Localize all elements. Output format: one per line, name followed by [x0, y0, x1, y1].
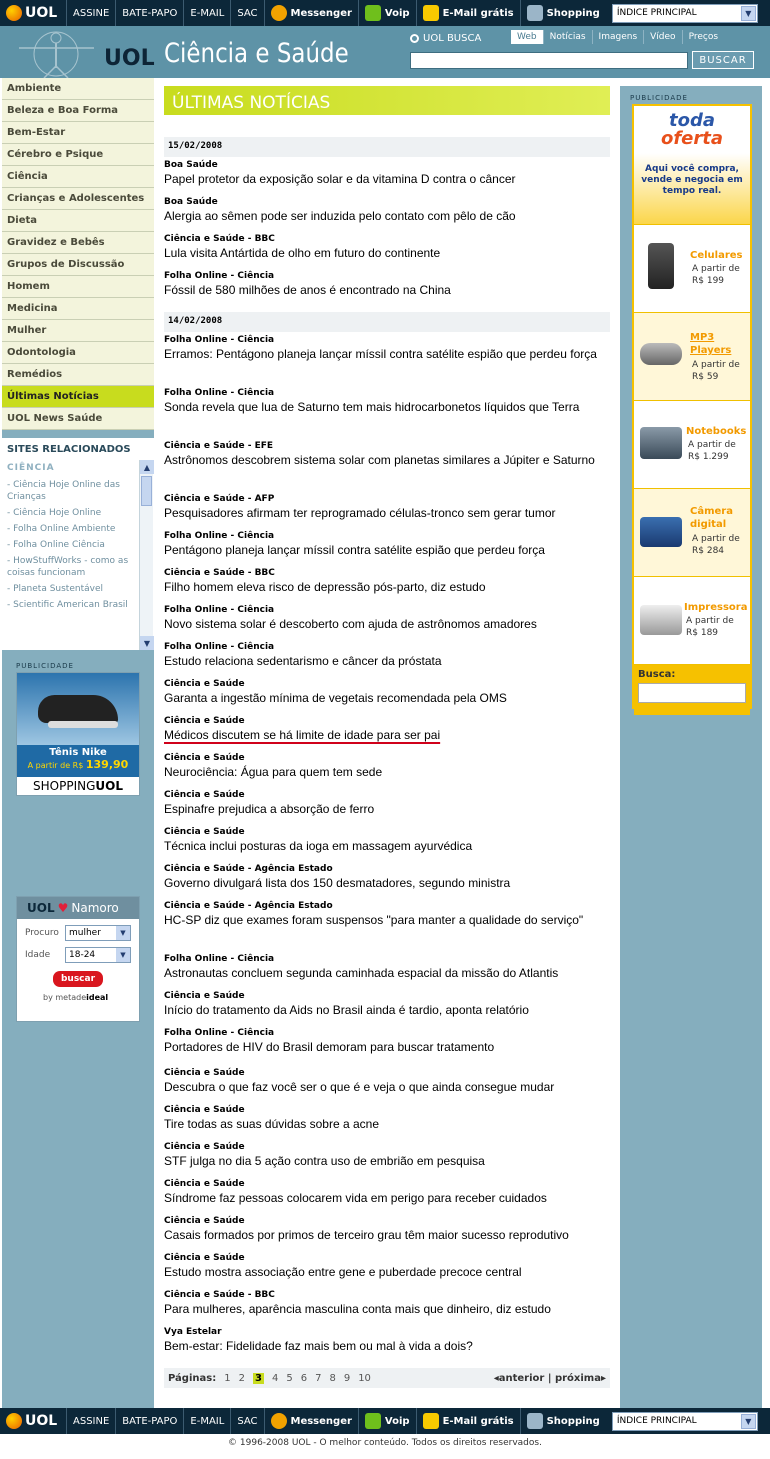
news-headline-link[interactable]: HC-SP diz que exames foram suspensos "para manter a qualidade do serviço" — [164, 913, 584, 927]
nav-item-beleza[interactable]: Beleza e Boa Forma — [2, 100, 154, 122]
product-name: Câmera digital — [690, 506, 733, 530]
product-name: MP3 Players — [690, 332, 732, 356]
toda-tagline: Aqui você compra, vende e negocia em tempo real. — [641, 164, 743, 196]
news-source: Ciência e Saúde - Agência Estado — [164, 864, 333, 874]
namoro-search-button[interactable]: buscar — [53, 971, 103, 987]
news-headline-link[interactable]: Pentágono planeja lançar míssil contra satélite espião que perdeu força — [164, 543, 545, 557]
news-source: Folha Online - Ciência — [164, 605, 275, 615]
news-source: Ciência e Saúde — [164, 1216, 245, 1226]
nav-item-mulher[interactable]: Mulher — [2, 320, 154, 342]
news-item — [164, 160, 610, 187]
sac-link[interactable]: SAC — [230, 0, 263, 26]
site-title[interactable]: Ciência e Saúde — [164, 38, 349, 69]
email-gratis-link[interactable] — [416, 0, 520, 26]
email-gratis-label: E-Mail grátis — [442, 1415, 514, 1427]
news-item — [164, 753, 610, 780]
voip-link[interactable] — [358, 1408, 416, 1434]
left-pub-label: PUBLICIDADE — [16, 662, 74, 670]
page-link[interactable]: 4 — [271, 1372, 279, 1384]
right-sidebar — [620, 86, 762, 1408]
product-price-prefix: A partir de — [692, 534, 740, 544]
product-price-prefix: A partir de — [692, 360, 740, 370]
nav-item-homem[interactable]: Homem — [2, 276, 154, 298]
news-item — [164, 864, 610, 891]
nike-ad[interactable] — [16, 672, 140, 796]
laptop-icon — [640, 427, 682, 459]
news-source: Ciência e Saúde - BBC — [164, 1290, 275, 1300]
product-price-prefix: A partir de — [686, 616, 734, 626]
related-link[interactable]: - Ciência Hoje Online das Crianças — [7, 480, 120, 502]
page-link[interactable]: 8 — [329, 1372, 336, 1384]
nav-item-odontologia[interactable]: Odontologia — [2, 342, 154, 364]
messenger-icon — [271, 5, 287, 21]
toda-oferta-ad[interactable] — [632, 104, 752, 709]
procuro-select[interactable] — [65, 925, 131, 941]
uol-logo-text: UOL — [25, 1413, 58, 1429]
news-headline-link[interactable]: Papel protetor da exposição solar e da vitamina D contra o câncer — [164, 172, 516, 186]
toda-logo-b: oferta — [660, 128, 724, 149]
search-input[interactable] — [410, 52, 688, 69]
news-item — [164, 1105, 610, 1132]
namoro-partner-b: ideal — [86, 993, 109, 1002]
news-headline-link[interactable]: Tire todas as suas dúvidas sobre a acne — [164, 1117, 380, 1131]
product-price: R$ 59 — [692, 372, 719, 382]
page-link[interactable]: 10 — [358, 1372, 371, 1384]
email-gratis-link[interactable] — [416, 1408, 520, 1434]
product-name: Impressora — [684, 602, 748, 613]
page-link[interactable]: 9 — [343, 1372, 351, 1384]
idade-row — [17, 941, 139, 963]
news-item — [164, 1216, 610, 1243]
nav-item-bem-estar[interactable]: Bem-Estar — [2, 122, 154, 144]
news-item — [164, 271, 610, 298]
news-source: Folha Online - Ciência — [164, 954, 275, 964]
index-select-value: ÍNDICE PRINCIPAL — [616, 1416, 697, 1426]
news-item — [164, 716, 610, 743]
news-source: Vya Estelar — [164, 1327, 222, 1337]
namoro-partner-a: metade — [55, 993, 87, 1002]
page-link[interactable]: 7 — [315, 1372, 322, 1384]
related-section: CIÊNCIA — [7, 463, 55, 473]
news-headline-link[interactable]: Erramos: Pentágono planeja lançar míssil contra satélite espião que perdeu força — [164, 347, 597, 361]
nike-ad-bar — [17, 745, 139, 777]
heart-icon: ♥ — [57, 901, 69, 915]
news-item — [164, 1179, 610, 1206]
voip-link[interactable] — [358, 0, 416, 26]
product-price: R$ 199 — [692, 276, 725, 286]
toda-oferta-logo — [634, 106, 750, 224]
pagination-label: Páginas: — [168, 1372, 217, 1384]
camera-icon — [640, 517, 682, 547]
uol-logo-text: UOL — [25, 5, 58, 21]
tab-video[interactable]: Vídeo — [643, 30, 681, 44]
news-item — [164, 441, 610, 468]
news-item — [164, 954, 610, 981]
news-source: Boa Saúde — [164, 160, 218, 170]
nav-item-uol-news[interactable]: UOL News Saúde — [2, 408, 154, 430]
prev-label: anterior — [498, 1372, 545, 1384]
tab-web[interactable]: Web — [511, 30, 543, 44]
email-gratis-label: E-Mail grátis — [442, 7, 514, 19]
shopping-uol-a: SHOPPING — [33, 779, 96, 793]
procuro-value: mulher — [69, 928, 101, 938]
related-link[interactable]: - HowStuffWorks - como as coisas funcionam — [7, 556, 129, 578]
news-headline-link[interactable]: Espinafre prejudica a absorção de ferro — [164, 802, 375, 816]
uol-ball-icon — [6, 1413, 22, 1429]
nav-item-remedios[interactable]: Remédios — [2, 364, 154, 386]
news-source: Ciência e Saúde — [164, 753, 245, 763]
shopping-uol-logo — [17, 777, 139, 793]
news-headline-link[interactable]: Portadores de HIV do Brasil demoram para buscar tratamento — [164, 1040, 495, 1054]
news-headline-link[interactable]: Sonda revela que lua de Saturno tem mais hidrocarbonetos líquidos que Terra — [164, 400, 580, 414]
toda-busca-label: Busca: — [638, 669, 676, 680]
nike-ad-price-value: 139,90 — [85, 758, 129, 771]
mp3-player-icon — [640, 343, 682, 365]
nav-item-ciencia[interactable]: Ciência — [2, 166, 154, 188]
tab-precos[interactable]: Preços — [682, 30, 724, 44]
page-link[interactable]: 6 — [300, 1372, 308, 1384]
product-price-prefix: A partir de — [692, 264, 740, 274]
toda-busca-input[interactable] — [638, 683, 746, 703]
news-source: Folha Online - Ciência — [164, 642, 275, 652]
related-link[interactable]: - Planeta Sustentável — [7, 584, 103, 594]
index-select[interactable] — [612, 4, 758, 23]
tab-imagens[interactable]: Imagens — [592, 30, 644, 44]
namoro-header — [17, 897, 139, 919]
chevron-down-icon: ▼ — [741, 6, 756, 21]
news-item — [164, 1028, 610, 1055]
messenger-link[interactable] — [264, 1408, 358, 1434]
news-item — [164, 901, 610, 928]
index-select[interactable] — [612, 1412, 758, 1431]
search-label — [410, 33, 481, 44]
news-source: Ciência e Saúde - EFE — [164, 441, 274, 451]
news-headline-link[interactable]: Estudo relaciona sedentarismo e câncer da próstata — [164, 654, 442, 668]
news-headline-link[interactable]: Lula visita Antártida de olho em futuro do continente — [164, 246, 441, 260]
news-item — [164, 790, 610, 817]
page-link[interactable]: 2 — [238, 1372, 245, 1384]
sac-link[interactable]: SAC — [230, 1408, 263, 1434]
voip-label: Voip — [384, 7, 410, 19]
news-source: Ciência e Saúde — [164, 790, 245, 800]
product-impressora[interactable] — [634, 576, 750, 664]
messenger-label: Messenger — [290, 1415, 352, 1427]
bate-papo-link[interactable]: BATE-PAPO — [115, 1408, 183, 1434]
envelope-icon — [423, 5, 439, 21]
top-bar — [0, 0, 770, 26]
phone-icon — [365, 1413, 381, 1429]
messenger-label: Messenger — [290, 7, 352, 19]
news-headline-link[interactable]: STF julga no dia 5 ação contra uso de embrião em pesquisa — [164, 1154, 485, 1168]
news-item — [164, 991, 610, 1018]
news-item — [164, 531, 610, 558]
product-price-prefix: A partir de — [688, 440, 736, 450]
page-link[interactable]: 5 — [286, 1372, 293, 1384]
idade-label: Idade — [25, 950, 51, 960]
news-headline-link[interactable]: Novo sistema solar é descoberto com ajuda de astrônomos amadores — [164, 617, 537, 631]
toda-logo-a: toda — [668, 110, 715, 131]
related-link[interactable]: - Scientific American Brasil — [7, 600, 128, 610]
namoro-brand: UOL — [27, 901, 55, 915]
news-source: Folha Online - Ciência — [164, 1028, 275, 1038]
nav-item-criancas[interactable]: Crianças e Adolescentes — [2, 188, 154, 210]
product-mp3[interactable] — [634, 312, 750, 400]
assine-link[interactable]: ASSINE — [66, 1408, 115, 1434]
related-link[interactable]: - Folha Online Ambiente — [7, 524, 116, 534]
phone-icon — [648, 243, 674, 289]
date-header: 14/02/2008 — [164, 312, 610, 332]
product-price: R$ 284 — [692, 546, 725, 556]
search-label-text: UOL BUSCA — [423, 33, 482, 44]
product-name: Notebooks — [686, 426, 747, 437]
news-source: Boa Saúde — [164, 197, 218, 207]
nav-item-medicina[interactable]: Medicina — [2, 298, 154, 320]
related-link[interactable]: - Ciência Hoje Online — [7, 508, 102, 518]
toda-oferta-search — [634, 664, 750, 715]
nav-item-grupos[interactable]: Grupos de Discussão — [2, 254, 154, 276]
news-headline-link[interactable]: Descubra o que faz você ser o que é e veja o que ainda consegue mudar — [164, 1080, 555, 1094]
vitruvian-man-icon — [14, 28, 99, 78]
procuro-row — [17, 919, 139, 941]
news-item — [164, 1068, 610, 1095]
shoe-image — [17, 673, 139, 745]
news-headline-link[interactable]: Casais formados por primos de terceiro grau têm maior sucesso reprodutivo — [164, 1228, 569, 1242]
nav-item-dieta[interactable]: Dieta — [2, 210, 154, 232]
news-item — [164, 197, 610, 224]
pagination-nav — [494, 1373, 606, 1384]
page-link[interactable]: 1 — [224, 1372, 231, 1384]
shopping-uol-b: UOL — [95, 779, 123, 793]
news-source: Folha Online - Ciência — [164, 388, 275, 398]
news-source: Ciência e Saúde - BBC — [164, 568, 275, 578]
scroll-thumb[interactable] — [141, 476, 152, 506]
section-nav — [2, 78, 154, 430]
news-source: Ciência e Saúde — [164, 1105, 245, 1115]
news-item — [164, 679, 610, 706]
news-source: Ciência e Saúde — [164, 679, 245, 689]
chevron-down-icon: ▼ — [116, 926, 130, 940]
news-source: Ciência e Saúde - AFP — [164, 494, 275, 504]
news-headline-link[interactable]: Pesquisadores afirmam ter reprogramado células-tronco sem gerar tumor — [164, 506, 556, 520]
pagination-sep: | — [547, 1372, 552, 1384]
nike-ad-price — [17, 758, 139, 771]
envelope-icon — [423, 1413, 439, 1429]
right-pub-label: PUBLICIDADE — [630, 94, 688, 102]
news-headline-link[interactable]: Bem-estar: Fidelidade faz mais bem ou mal à vida a dois? — [164, 1339, 473, 1353]
product-celulares[interactable] — [634, 224, 750, 312]
page-title: ÚLTIMAS NOTÍCIAS — [164, 86, 610, 115]
bate-papo-link[interactable]: BATE-PAPO — [115, 0, 183, 26]
product-camera[interactable] — [634, 488, 750, 576]
next-label: próxima — [554, 1372, 601, 1384]
uol-ball-icon — [6, 5, 22, 21]
page-link[interactable]: 3 — [254, 1372, 262, 1384]
news-item — [164, 388, 610, 415]
namoro-title: Namoro — [71, 901, 119, 915]
news-source: Ciência e Saúde — [164, 827, 245, 837]
pagination — [164, 1368, 610, 1388]
nav-item-ultimas-noticias[interactable]: Últimas Notícias — [2, 386, 154, 408]
email-link[interactable]: E-MAIL — [183, 1408, 230, 1434]
next-link[interactable]: próxima▸ — [554, 1372, 606, 1384]
news-item — [164, 642, 610, 669]
phone-icon — [365, 5, 381, 21]
news-source: Ciência e Saúde — [164, 1253, 245, 1263]
news-headline-link[interactable]: Alergia ao sêmen pode ser induzida pelo contato com pêlo de cão — [164, 209, 516, 223]
related-scrollbar[interactable] — [139, 460, 153, 650]
chevron-down-icon: ▼ — [741, 1414, 756, 1429]
related-link[interactable]: - Folha Online Ciência — [7, 540, 105, 550]
nike-ad-name: Tênis Nike — [49, 747, 107, 758]
procuro-label: Procuro — [25, 928, 59, 938]
index-select-value: ÍNDICE PRINCIPAL — [616, 8, 697, 18]
news-headline-link[interactable]: Astronautas concluem segunda caminhada espacial da missão do Atlantis — [164, 966, 559, 980]
uol-logo[interactable] — [0, 0, 66, 26]
prev-link[interactable]: ◂anterior — [493, 1372, 545, 1384]
news-source: Ciência e Saúde - BBC — [164, 234, 275, 244]
scroll-down-icon[interactable]: ▼ — [140, 636, 154, 650]
shopping-label: Shopping — [546, 7, 600, 19]
messenger-link[interactable] — [264, 0, 358, 26]
related-title: SITES RELACIONADOS — [7, 444, 131, 455]
news-headline-link[interactable]: Governo divulgará lista dos 150 desmatadores, segundo ministra — [164, 876, 511, 890]
printer-icon — [640, 605, 682, 635]
news-source: Folha Online - Ciência — [164, 335, 275, 345]
news-item — [164, 568, 610, 595]
search-button[interactable]: BUSCAR — [692, 51, 754, 69]
news-source: Ciência e Saúde — [164, 1068, 245, 1078]
nav-item-gravidez[interactable]: Gravidez e Bebês — [2, 232, 154, 254]
news-headline-link[interactable]: Início do tratamento da Aids no Brasil ainda é tardio, aponta relatório — [164, 1003, 529, 1017]
copyright: © 1996-2008 UOL - O melhor conteúdo. Todos os direitos reservados. — [228, 1438, 542, 1448]
related-sites — [2, 438, 154, 650]
news-source: Ciência e Saúde — [164, 716, 245, 726]
nike-ad-price-prefix: A partir de R$ — [27, 761, 84, 770]
news-item — [164, 1290, 610, 1317]
shopping-icon — [527, 1413, 543, 1429]
news-item — [164, 827, 610, 854]
scroll-up-icon[interactable]: ▲ — [140, 460, 154, 474]
bottom-bar — [0, 1408, 770, 1434]
namoro-widget — [16, 896, 140, 1022]
header-uol-logo[interactable]: UOL — [104, 46, 155, 71]
news-headline-link[interactable]: Médicos discutem se há limite de idade para ser pai — [164, 728, 441, 742]
page-links — [224, 1373, 379, 1384]
news-source: Ciência e Saúde — [164, 1142, 245, 1152]
news-source: Ciência e Saúde — [164, 1179, 245, 1189]
voip-label: Voip — [384, 1415, 410, 1427]
search-tabs — [511, 30, 724, 44]
left-sidebar — [2, 78, 154, 1408]
uol-logo[interactable] — [0, 1408, 66, 1434]
news-source: Ciência e Saúde - Agência Estado — [164, 901, 333, 911]
nav-item-ambiente[interactable]: Ambiente — [2, 78, 154, 100]
shopping-link[interactable] — [520, 0, 606, 26]
news-item — [164, 335, 610, 362]
idade-select[interactable] — [65, 947, 131, 963]
shoe-icon — [38, 695, 118, 723]
shopping-label: Shopping — [546, 1415, 600, 1427]
news-source: Folha Online - Ciência — [164, 271, 275, 281]
news-source: Folha Online - Ciência — [164, 531, 275, 541]
shopping-link[interactable] — [520, 1408, 606, 1434]
assine-link[interactable]: ASSINE — [66, 0, 115, 26]
site-header — [0, 26, 770, 78]
related-list — [2, 473, 132, 611]
news-headline-link[interactable]: Garanta a ingestão mínima de vegetais recomendada pela OMS — [164, 691, 507, 705]
product-price: R$ 1.299 — [688, 452, 729, 462]
date-header: 15/02/2008 — [164, 137, 610, 157]
chevron-down-icon: ▼ — [116, 948, 130, 962]
idade-value: 18-24 — [69, 950, 96, 960]
news-headline-link[interactable]: Neurociência: Água para quem tem sede — [164, 765, 383, 779]
news-headline-link[interactable]: Astrônomos descobrem sistema solar com planetas similares a Júpiter e Saturno — [164, 453, 595, 467]
email-link[interactable]: E-MAIL — [183, 0, 230, 26]
news-source: Ciência e Saúde — [164, 991, 245, 1001]
search-icon — [410, 34, 419, 43]
news-headline-link[interactable]: Síndrome faz pessoas colocarem vida em perigo para receber cuidados — [164, 1191, 547, 1205]
product-price: R$ 189 — [686, 628, 719, 638]
news-headline-link[interactable]: Técnica inclui posturas da ioga em massagem ayurvédica — [164, 839, 473, 853]
news-item — [164, 1253, 610, 1280]
news-item — [164, 1142, 610, 1169]
news-headline-link[interactable]: Fóssil de 580 milhões de anos é encontrado na China — [164, 283, 451, 297]
nav-item-cerebro[interactable]: Cérebro e Psique — [2, 144, 154, 166]
messenger-icon — [271, 1413, 287, 1429]
news-item — [164, 494, 610, 521]
news-item — [164, 1327, 610, 1354]
product-name: Celulares — [690, 250, 743, 261]
shopping-icon — [527, 5, 543, 21]
news-headline-link[interactable]: Estudo mostra associação entre gene e puberdade precoce central — [164, 1265, 522, 1279]
product-notebooks[interactable] — [634, 400, 750, 488]
namoro-by-label: by — [43, 993, 53, 1002]
main-content — [154, 78, 616, 1408]
tab-noticias[interactable]: Notícias — [543, 30, 592, 44]
news-item — [164, 234, 610, 261]
news-headline-link[interactable]: Para mulheres, aparência masculina conta mais que dinheiro, diz estudo — [164, 1302, 551, 1316]
namoro-by — [17, 987, 139, 1002]
news-item — [164, 605, 610, 632]
news-headline-link[interactable]: Filho homem eleva risco de depressão pós-parto, diz estudo — [164, 580, 486, 594]
